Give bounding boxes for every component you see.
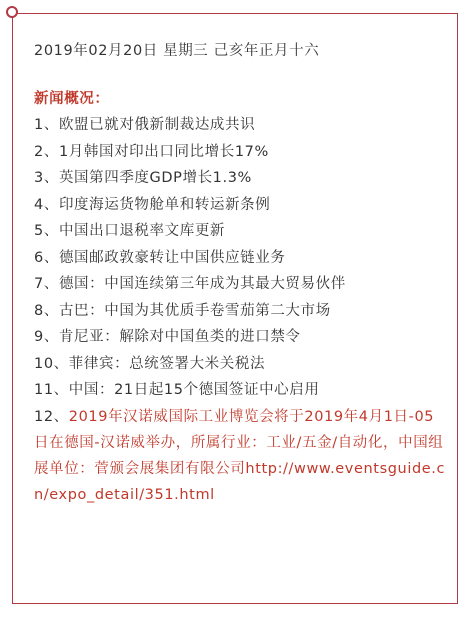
news-item-text: 中国出口退税率文库更新 [58, 223, 226, 239]
news-item-text: 印度海运货物舱单和转运新条例 [58, 196, 271, 213]
news-item-4 [34, 192, 446, 219]
news-item-8 [34, 298, 446, 325]
news-item-1 [34, 112, 446, 139]
news-item-text: 德国：中国连续第三年成为其最大贸易伙伴 [58, 276, 346, 292]
news-item-3 [34, 165, 446, 192]
news-item-9 [34, 324, 446, 351]
news-item-text: 菲律宾：总统签署大米关税法 [68, 355, 266, 372]
news-item-text-highlight: 2019年汉诺威国际工业博览会将于2019年4月1日-05日在德国-汉诺威举办，所属行业：工业/五金/自动化，中国组展单位：菅颁会展集团有限公司http://www.eventsguide.cn/expo_detail/351.html [34, 408, 446, 503]
news-item-text: 1月韩国对印出口同比增长17% [58, 143, 269, 160]
news-item-number: 12、 [34, 408, 69, 425]
news-item-text: 古巴：中国为其优质手卷雪茄第二大市场 [58, 302, 331, 319]
news-item-number: 11、 [34, 382, 69, 398]
news-item-number: 7、 [34, 276, 59, 292]
corner-ring-decoration [6, 6, 18, 18]
news-item-number: 8、 [34, 302, 59, 319]
news-item-text: 德国邮政敦豪转让中国供应链业务 [58, 249, 286, 266]
news-item-7 [34, 271, 446, 298]
news-item-number: 9、 [34, 329, 59, 345]
news-item-number: 4、 [34, 196, 59, 213]
news-item-number: 10、 [34, 355, 69, 372]
news-item-5 [34, 218, 446, 245]
news-item-text: 英国第四季度GDP增长1.3% [58, 170, 252, 186]
news-item-text: 肯尼亚：解除对中国鱼类的进口禁令 [58, 329, 301, 345]
news-item-number: 6、 [34, 249, 59, 266]
news-item-2 [34, 139, 446, 166]
article-body [34, 38, 446, 508]
news-list [34, 112, 446, 508]
news-item-text: 中国：21日起15个德国签证中心启用 [68, 382, 320, 398]
news-item-number: 5、 [34, 223, 59, 239]
news-item-number: 1、 [34, 117, 59, 133]
news-item-12 [34, 404, 446, 508]
news-item-number: 3、 [34, 170, 59, 186]
news-item-10 [34, 351, 446, 378]
news-item-11 [34, 377, 446, 404]
news-item-number: 2、 [34, 143, 59, 160]
news-item-6 [34, 245, 446, 272]
news-item-text: 欧盟已就对俄新制裁达成共识 [58, 117, 256, 133]
date-line: 2019年02月20日 星期三 己亥年正月十六 [34, 43, 320, 59]
section-title: 新闻概况： [34, 91, 110, 107]
